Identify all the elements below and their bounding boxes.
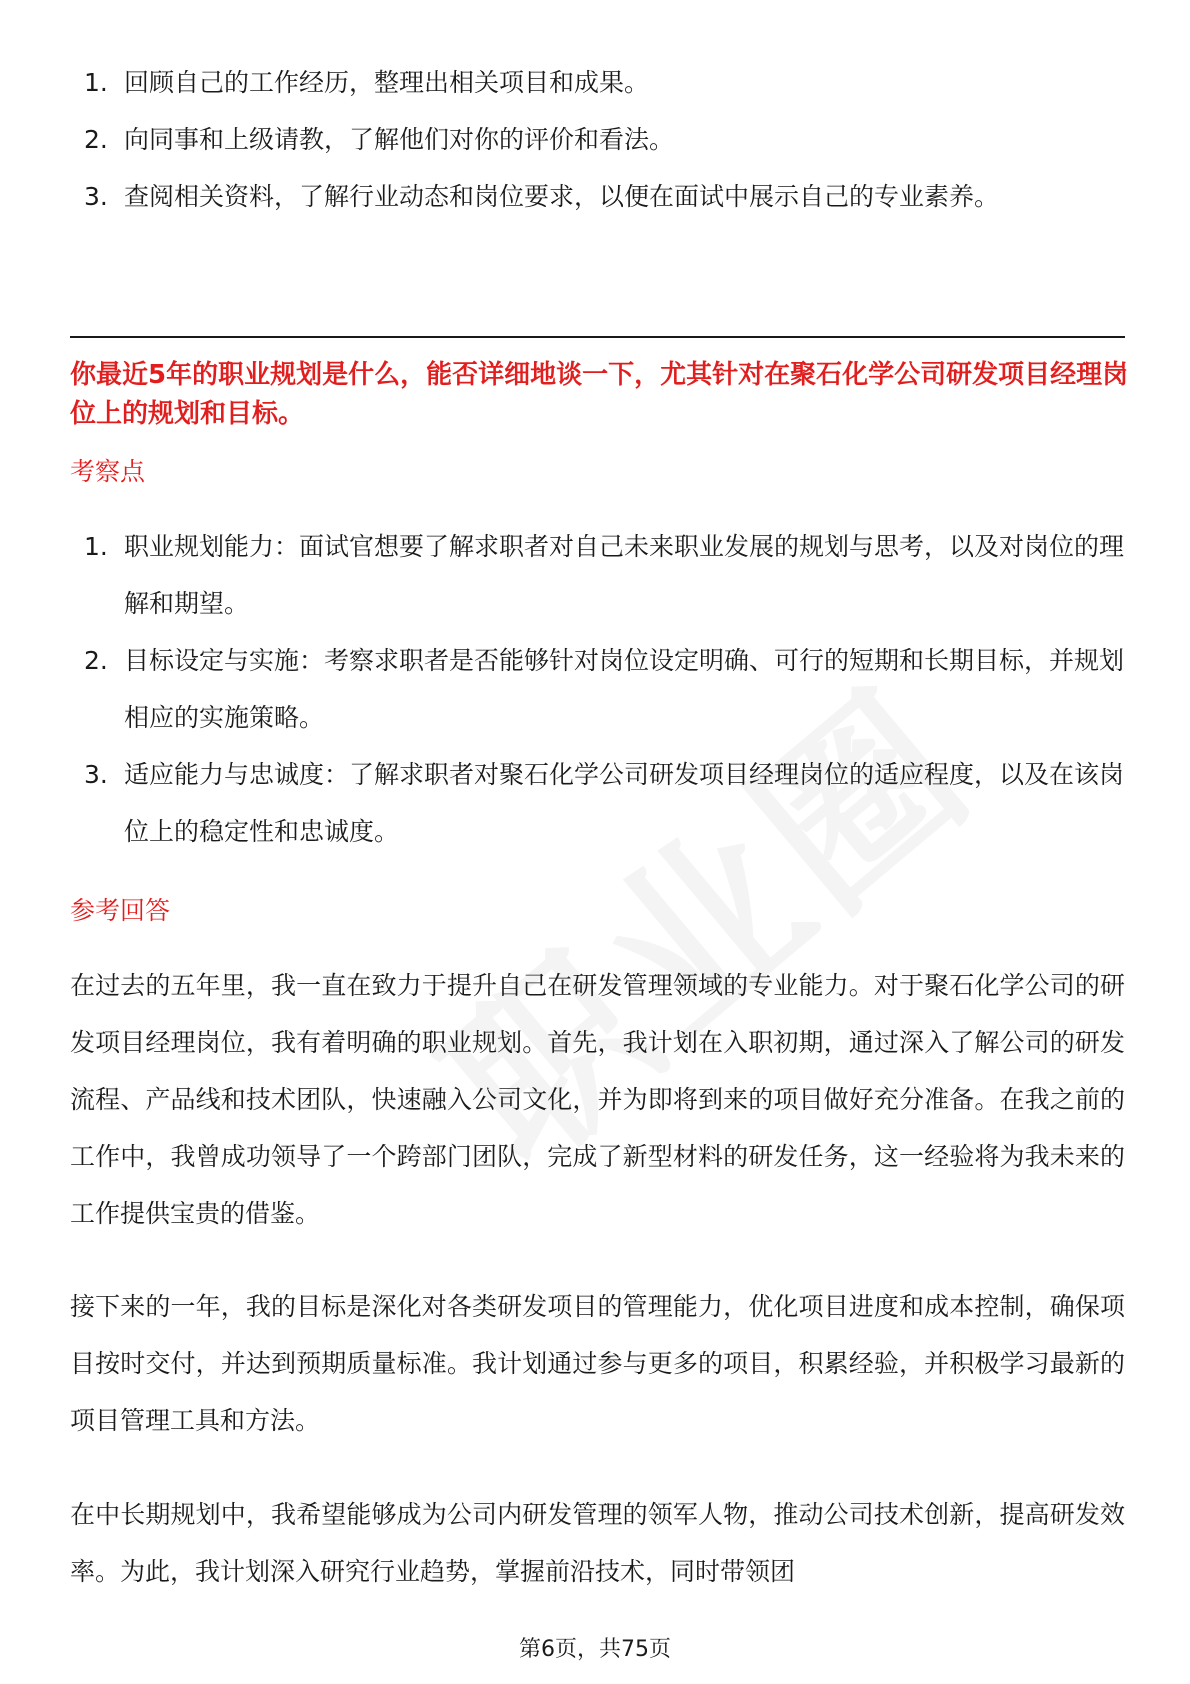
list-number: 1. [84,68,108,97]
question-heading: 你最近5年的职业规划是什么，能否详细地谈一下，尤其针对在聚石化学公司研发项目经理岗位上的规划和目标。 [70,360,1129,429]
list-text: 适应能力与忠诚度：了解求职者对聚石化学公司研发项目经理岗位的适应程度，以及在该岗位上的稳定性和忠诚度。 [124,760,1125,846]
list-number: 3. [84,182,108,211]
list-text: 职业规划能力：面试官想要了解求职者对自己未来职业发展的规划与思考，以及对岗位的理解和期望。 [124,532,1125,618]
points-label: 考察点 [70,457,146,486]
list-number: 2. [84,646,108,675]
answer-label: 参考回答 [70,896,171,925]
list-item [84,54,1124,111]
list-text: 回顾自己的工作经历，整理出相关项目和成果。 [124,68,650,97]
list-item [84,632,1124,746]
list-item [84,111,1124,168]
answer-paragraph: 在过去的五年里，我一直在致力于提升自己在研发管理领域的专业能力。对于聚石化学公司的研发项目经理岗位，我有着明确的职业规划。首先，我计划在入职初期，通过深入了解公司的研发流程、产品线和技术团队，快速融入公司文化，并为即将到来的项目做好充分准备。在我之前的工作中，我曾成功领导了一个跨部门团队，完成了新型材料的研发任务，这一经验将为我未来的工作提供宝贵的借鉴。 [70,971,1125,1228]
list-number: 2. [84,125,108,154]
answer-paragraph: 接下来的一年，我的目标是深化对各类研发项目的管理能力，优化项目进度和成本控制，确保项目按时交付，并达到预期质量标准。我计划通过参与更多的项目，积累经验，并积极学习最新的项目管理工具和方法。 [70,1292,1125,1435]
list-text: 查阅相关资料，了解行业动态和岗位要求，以便在面试中展示自己的专业素养。 [124,182,1000,211]
points-list [84,518,1124,860]
list-item [84,746,1124,860]
answer-paragraph: 在中长期规划中，我希望能够成为公司内研发管理的领军人物，推动公司技术创新，提高研发效率。为此，我计划深入研究行业趋势，掌握前沿技术，同时带领团 [70,1500,1125,1586]
list-text: 向同事和上级请教，了解他们对你的评价和看法。 [124,125,675,154]
section-divider [70,336,1125,338]
list-text: 目标设定与实施：考察求职者是否能够针对岗位设定明确、可行的短期和长期目标，并规划相应的实施策略。 [124,646,1125,732]
page-footer: 第6页，共75页 [519,1637,671,1662]
list-number: 3. [84,760,108,789]
list-item [84,168,1124,225]
list-number: 1. [84,532,108,561]
list-item [84,518,1124,632]
top-numbered-list [84,54,1124,225]
